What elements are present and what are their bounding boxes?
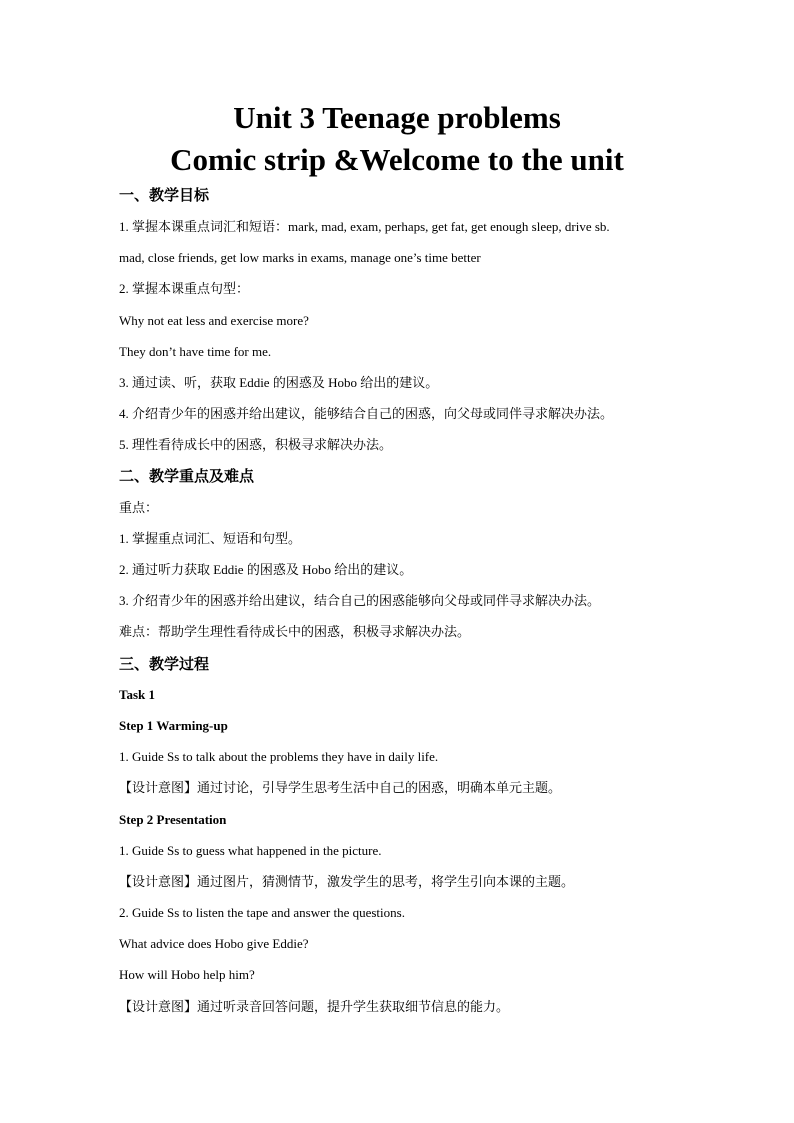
step-2-design-intent-1: 【设计意图】通过图片，猜测情节，激发学生的思考，将学生引向本课的主题。 bbox=[119, 874, 575, 889]
objective-4: 4. 介绍青少年的困惑并给出建议，能够结合自己的困惑，向父母或同伴寻求解决办法。 bbox=[119, 406, 614, 421]
objective-5: 5. 理性看待成长中的困惑，积极寻求解决办法。 bbox=[119, 437, 393, 452]
key-point-2: 2. 通过听力获取 Eddie 的困惑及 Hobo 给出的建议。 bbox=[119, 562, 413, 577]
objective-3: 3. 通过读、听，获取 Eddie 的困惑及 Hobo 给出的建议。 bbox=[119, 375, 439, 390]
step-1-label: Step 1 Warming-up bbox=[119, 718, 228, 733]
section-2-heading: 二、教学重点及难点 bbox=[119, 467, 255, 485]
objective-1-cont: mad, close friends, get low marks in exams, manage one’s time better bbox=[119, 250, 481, 265]
difficult-point: 难点：帮助学生理性看待成长中的困惑，积极寻求解决办法。 bbox=[119, 624, 471, 639]
key-point-3: 3. 介绍青少年的困惑并给出建议，结合自己的困惑能够向父母或同伴寻求解决办法。 bbox=[119, 593, 601, 608]
task-label: Task 1 bbox=[119, 687, 156, 702]
step-2-question-1: What advice does Hobo give Eddie? bbox=[119, 936, 309, 951]
step-2-label: Step 2 Presentation bbox=[119, 812, 227, 827]
step-2-design-intent-2: 【设计意图】通过听录音回答问题，提升学生获取细节信息的能力。 bbox=[119, 999, 510, 1014]
step-2-item-2: 2. Guide Ss to listen the tape and answer the questions. bbox=[119, 905, 405, 920]
step-1-item-1: 1. Guide Ss to talk about the problems they have in daily life. bbox=[119, 749, 439, 764]
title-line-1: Unit 3 Teenage problems bbox=[233, 100, 561, 135]
key-points-label: 重点： bbox=[119, 500, 159, 515]
key-point-1: 1. 掌握重点词汇、短语和句型。 bbox=[119, 531, 302, 546]
section-3-heading: 三、教学过程 bbox=[119, 655, 210, 673]
step-1-design-intent: 【设计意图】通过讨论，引导学生思考生活中自己的困惑，明确本单元主题。 bbox=[119, 780, 562, 795]
step-2-item-1: 1. Guide Ss to guess what happened in the picture. bbox=[119, 843, 382, 858]
sentence-pattern-2: They don’t have time for me. bbox=[119, 344, 272, 359]
objective-1: 1. 掌握本课重点词汇和短语：mark, mad, exam, perhaps, get fat, get enough sleep, drive sb. bbox=[119, 219, 610, 234]
section-1-heading: 一、教学目标 bbox=[119, 186, 210, 204]
sentence-pattern-1: Why not eat less and exercise more? bbox=[119, 313, 309, 328]
title-line-2: Comic strip &Welcome to the unit bbox=[170, 142, 624, 177]
objective-2: 2. 掌握本课重点句型： bbox=[119, 281, 250, 296]
step-2-question-2: How will Hobo help him? bbox=[119, 967, 255, 982]
